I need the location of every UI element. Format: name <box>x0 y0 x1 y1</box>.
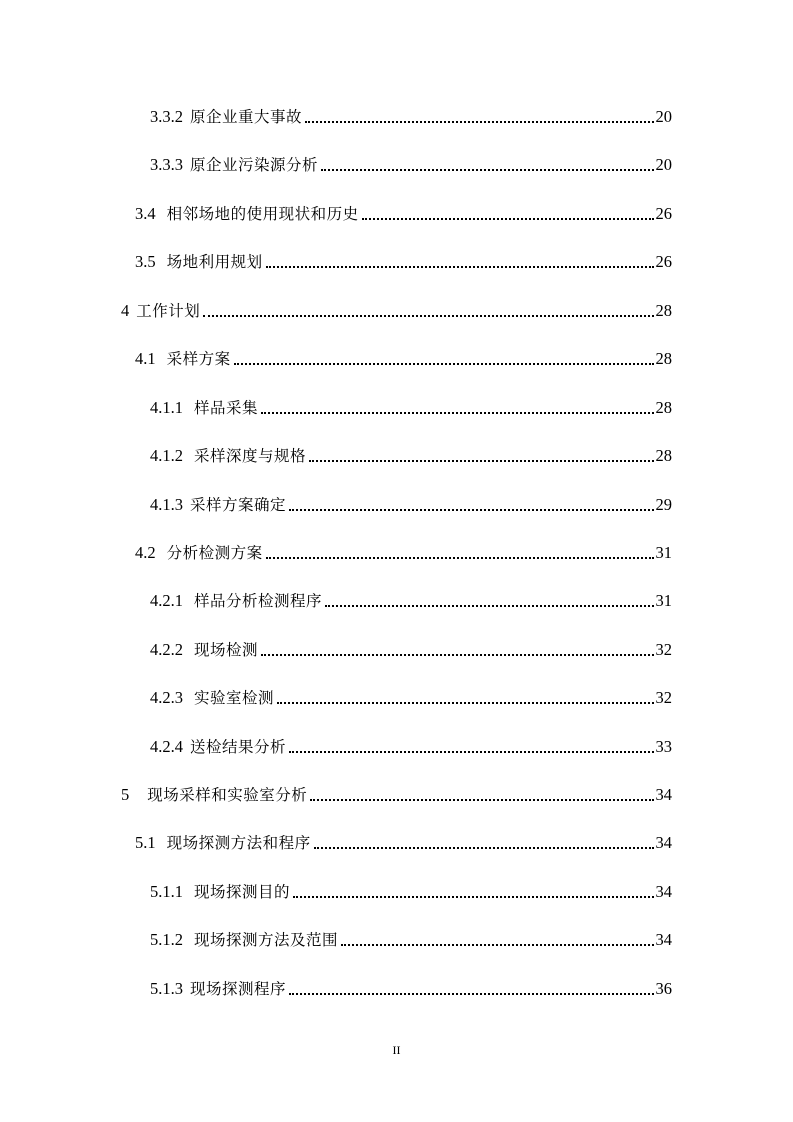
toc-entry-title: 现场探测方法和程序 <box>166 834 311 852</box>
toc-leader-dots <box>321 169 653 171</box>
toc-entry-number: 4.2.1 <box>150 591 183 610</box>
toc-entry[interactable] <box>150 977 672 1001</box>
toc-entry[interactable] <box>150 589 672 613</box>
toc-entry-page: 34 <box>655 882 672 901</box>
toc-entry-title: 采样方案 <box>166 350 231 368</box>
toc-entry-title: 现场采样和实验室分析 <box>147 786 308 804</box>
toc-entry-title: 相邻场地的使用现状和历史 <box>166 205 359 223</box>
toc-entry-page: 28 <box>655 349 672 368</box>
toc-entry[interactable] <box>150 880 672 904</box>
toc-entry-title: 采样方案确定 <box>190 496 287 514</box>
toc-entry-number: 3.3.3 <box>150 155 183 174</box>
toc-entry-number: 5.1.2 <box>150 930 183 949</box>
toc-entry[interactable] <box>150 928 672 952</box>
toc-entry-page: 31 <box>655 543 672 562</box>
toc-entry-number: 5.1.1 <box>150 882 183 901</box>
toc-entry-page: 36 <box>655 979 672 998</box>
toc-entry-page: 34 <box>655 785 672 804</box>
toc-entry-page: 33 <box>655 737 672 756</box>
toc-entry-title: 现场探测程序 <box>190 980 287 998</box>
toc-entry[interactable] <box>150 153 672 177</box>
toc-entry-page: 29 <box>655 495 672 514</box>
toc-entry-title: 实验室检测 <box>194 689 275 707</box>
toc-entry[interactable] <box>135 250 672 274</box>
toc-leader-dots <box>277 702 653 704</box>
toc-leader-dots <box>234 363 654 365</box>
toc-entry-title: 现场探测目的 <box>194 883 291 901</box>
toc-entry-number: 4.1 <box>135 349 156 368</box>
toc-entry[interactable] <box>121 783 672 807</box>
toc-entry-page: 32 <box>655 688 672 707</box>
toc-entry-title: 采样深度与规格 <box>194 447 307 465</box>
toc-entry-page: 28 <box>655 301 672 320</box>
toc-entry-number: 5.1.3 <box>150 979 183 998</box>
toc-entry-page: 32 <box>655 640 672 659</box>
toc-entry[interactable] <box>135 347 672 371</box>
toc-entry-page: 26 <box>655 252 672 271</box>
toc-leader-dots <box>325 605 653 607</box>
toc-leader-dots <box>261 412 653 414</box>
toc-entry-title: 样品分析检测程序 <box>194 592 323 610</box>
toc-entry[interactable] <box>135 202 672 226</box>
toc-entry-number: 4.1.1 <box>150 398 183 417</box>
toc-leader-dots <box>362 218 654 220</box>
toc-leader-dots <box>293 896 653 898</box>
toc-leader-dots <box>261 654 653 656</box>
toc-leader-dots <box>266 557 654 559</box>
toc-leader-dots <box>341 944 653 946</box>
toc-entry[interactable] <box>135 541 672 565</box>
toc-entry-number: 4.1.3 <box>150 495 183 514</box>
toc-leader-dots <box>310 799 653 801</box>
toc-entry-title: 原企业污染源分析 <box>190 156 319 174</box>
toc-entry-number: 3.5 <box>135 252 156 271</box>
toc-entry-number: 4.2 <box>135 543 156 562</box>
toc-entry[interactable] <box>150 396 672 420</box>
toc-entry-title: 样品采集 <box>194 399 259 417</box>
toc-entry-number: 4.2.3 <box>150 688 183 707</box>
toc-entry-number: 3.3.2 <box>150 107 183 126</box>
toc-leader-dots <box>314 847 654 849</box>
toc-leader-dots <box>305 121 653 123</box>
toc-entry[interactable] <box>150 444 672 468</box>
toc-entry-title: 现场探测方法及范围 <box>194 931 339 949</box>
toc-entry-title: 工作计划 <box>136 302 201 320</box>
toc-entry-number: 4 <box>121 301 130 320</box>
toc-entry-number: 3.4 <box>135 204 156 223</box>
toc-entry-page: 34 <box>655 930 672 949</box>
toc-entry-page: 34 <box>655 833 672 852</box>
toc-entry-title: 分析检测方案 <box>166 544 263 562</box>
toc-entry-number: 5.1 <box>135 833 156 852</box>
toc-leader-dots <box>289 993 653 995</box>
toc-entry-number: 5 <box>121 785 130 804</box>
toc-entry-title: 送检结果分析 <box>190 738 287 756</box>
toc-entry[interactable] <box>121 299 672 323</box>
toc-leader-dots <box>309 460 653 462</box>
toc-entry-number: 4.1.2 <box>150 446 183 465</box>
toc-entry-title: 现场检测 <box>194 641 259 659</box>
toc-entry-page: 20 <box>655 155 672 174</box>
toc-entry-number: 4.2.4 <box>150 737 183 756</box>
toc-entry-page: 26 <box>655 204 672 223</box>
toc-entry[interactable] <box>150 493 672 517</box>
page-number: II <box>392 1043 401 1057</box>
toc-entry-page: 31 <box>655 591 672 610</box>
toc-leader-dots <box>289 509 653 511</box>
toc-leader-dots <box>203 315 653 317</box>
toc-entry[interactable] <box>135 831 672 855</box>
toc-entry[interactable] <box>150 638 672 662</box>
toc-entry-number: 4.2.2 <box>150 640 183 659</box>
toc-entry-title: 场地利用规划 <box>166 253 263 271</box>
toc-leader-dots <box>266 266 654 268</box>
toc-entry-page: 28 <box>655 398 672 417</box>
toc-leader-dots <box>289 751 653 753</box>
toc-entry[interactable] <box>150 686 672 710</box>
toc-entry[interactable] <box>150 105 672 129</box>
toc-entry-title: 原企业重大事故 <box>190 108 303 126</box>
toc-entry[interactable] <box>150 735 672 759</box>
toc-entry-page: 20 <box>655 107 672 126</box>
toc-entry-page: 28 <box>655 446 672 465</box>
